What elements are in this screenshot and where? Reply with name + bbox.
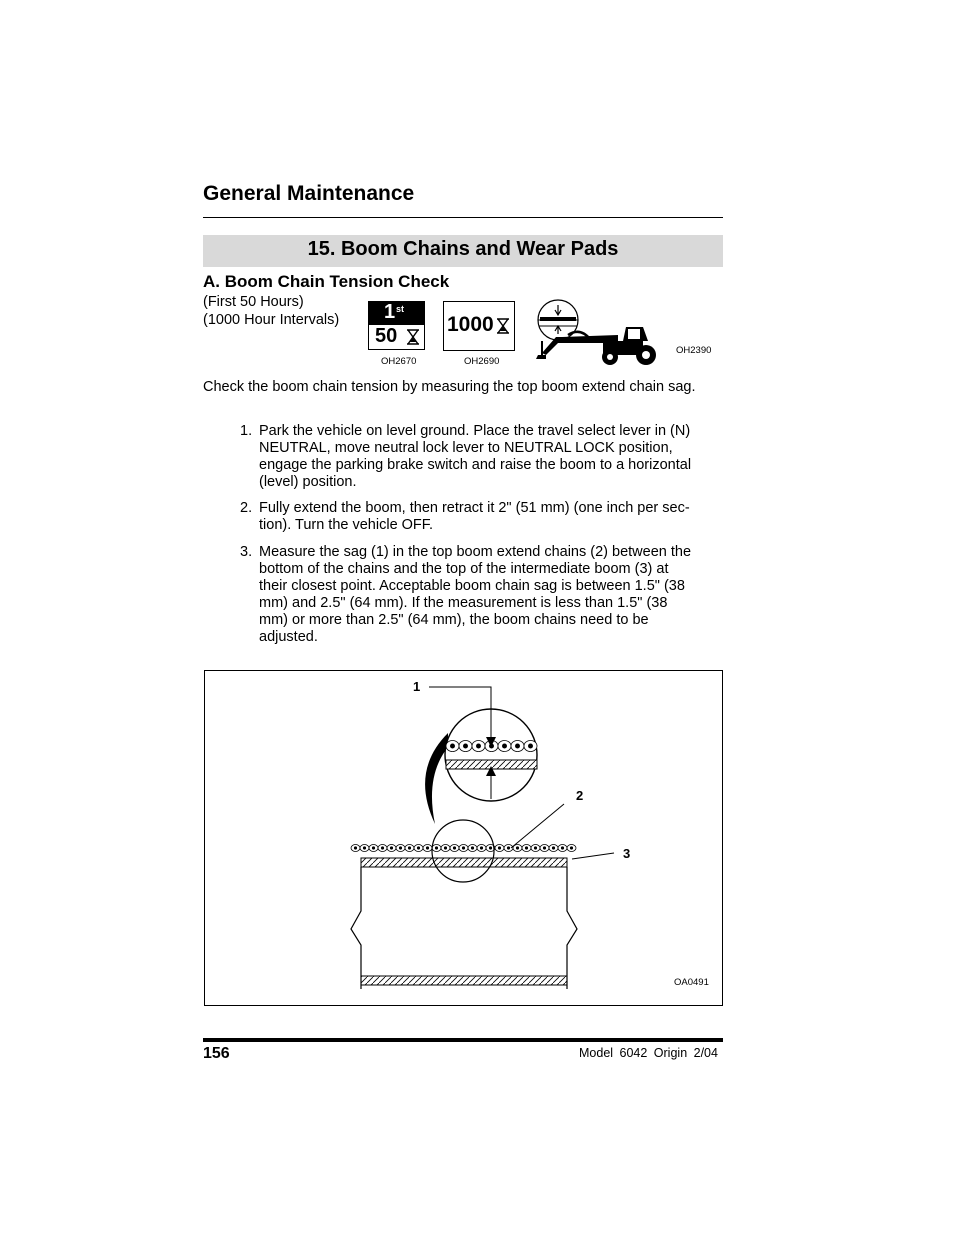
chain-pin xyxy=(408,846,411,849)
chain-pin xyxy=(463,744,468,749)
chain-pin xyxy=(515,744,520,749)
step-text: Fully extend the boom, then retract it 2" (51 mm) (one inch per sec- tion). Turn the vehicle OFF. xyxy=(259,500,690,533)
step-text: Measure the sag (1) in the top boom extend chains (2) between the bottom of the chains and the top of the intermediate boom (3) at their closest point. Acceptable boom chain sag is between 1.5" (38 mm) and 2.5" (64 mm). If the measurement is less than 1.5" (38 mm) or more than 2.5" (64 mm), the boom chains need to be adjusted. xyxy=(259,544,692,645)
chain-pin xyxy=(507,846,510,849)
callout-3: 3 xyxy=(623,846,631,861)
icon-code-thousand: OH2690 xyxy=(464,356,500,367)
chain-pin xyxy=(399,846,402,849)
step-1 xyxy=(240,423,724,491)
chain-pin xyxy=(471,846,474,849)
chain-pin xyxy=(435,846,438,849)
interval-first: (First 50 Hours) xyxy=(203,294,304,310)
boom-chain xyxy=(351,845,576,852)
chain-sag-illustration xyxy=(205,671,722,1005)
intro-paragraph: Check the boom chain tension by measuring the top boom extend chain sag. xyxy=(203,379,696,395)
figure-code: OA0491 xyxy=(674,977,709,988)
chain-pin xyxy=(426,846,429,849)
icon-code-first: OH2670 xyxy=(381,356,417,367)
chain-pin xyxy=(444,846,447,849)
chain-pin xyxy=(480,846,483,849)
chain-pin xyxy=(528,744,533,749)
step-text: Park the vehicle on level ground. Place the travel select lever in (N) NEUTRAL, move neutral lock lever to NEUTRAL LOCK position, engage the parking brake switch and raise the boom to a horizontal (level) position. xyxy=(259,423,692,490)
chain-pin xyxy=(354,846,357,849)
step-number: 1. xyxy=(240,423,253,439)
chapter-heading: General Maintenance xyxy=(203,182,415,205)
step-3 xyxy=(240,544,724,646)
step-2 xyxy=(240,500,724,534)
section-title: 15. Boom Chains and Wear Pads xyxy=(307,238,619,260)
chain-sag-figure xyxy=(204,670,723,1006)
chain-pin xyxy=(543,846,546,849)
hourglass-icon xyxy=(406,329,420,345)
chain-pin xyxy=(498,846,501,849)
chain-pin xyxy=(561,846,564,849)
model-origin: Model 6042 Origin 2/04 xyxy=(579,1046,718,1060)
step-number: 3. xyxy=(240,544,253,560)
chain-pin xyxy=(476,744,481,749)
chain-pin xyxy=(570,846,573,849)
icon-code-vehicle: OH2390 xyxy=(676,345,712,356)
thousand-hours-icon: 1000 xyxy=(443,301,515,351)
hourglass-icon xyxy=(496,318,510,334)
chapter-rule xyxy=(203,217,723,218)
callout-1: 1 xyxy=(413,679,421,694)
chain-pin xyxy=(372,846,375,849)
chain-pin xyxy=(534,846,537,849)
chain-pin xyxy=(450,744,455,749)
chain-pin xyxy=(489,846,492,849)
chain-pin xyxy=(552,846,555,849)
chain-pin xyxy=(462,846,465,849)
interval-repeat: (1000 Hour Intervals) xyxy=(203,312,340,328)
chain-pin xyxy=(453,846,456,849)
chain-pin xyxy=(525,846,528,849)
chain-pin xyxy=(502,744,507,749)
callout-2: 2 xyxy=(576,788,584,803)
chain-pin xyxy=(390,846,393,849)
chain-pin xyxy=(417,846,420,849)
footer-rule xyxy=(203,1038,723,1042)
telehandler-icon xyxy=(528,297,668,369)
page-number: 156 xyxy=(203,1045,230,1062)
first-50-hours-icon: 1 st 50 xyxy=(368,301,425,350)
chain-pin xyxy=(516,846,519,849)
chain-pin xyxy=(363,846,366,849)
chain-pin xyxy=(381,846,384,849)
step-number: 2. xyxy=(240,500,253,516)
subsection-title: A. Boom Chain Tension Check xyxy=(203,272,450,291)
